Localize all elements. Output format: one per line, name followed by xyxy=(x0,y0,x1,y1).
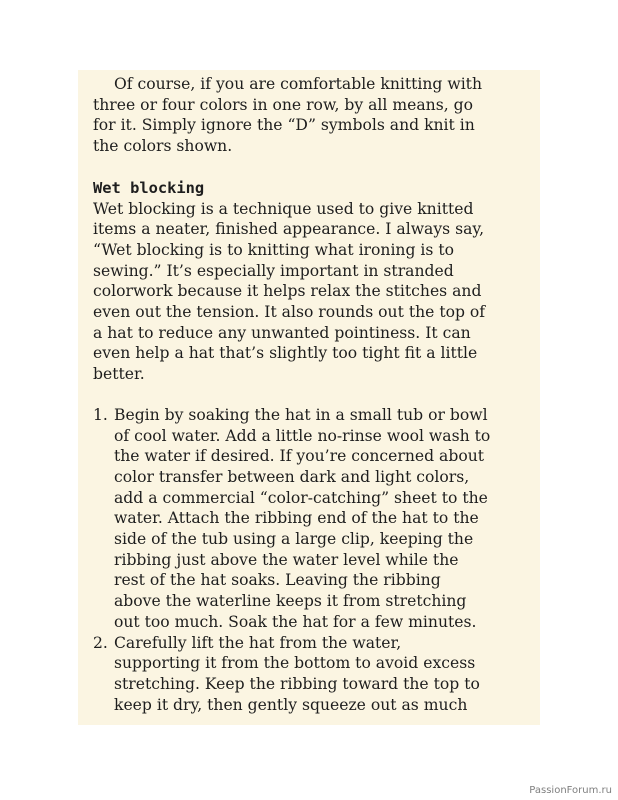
step-number: 1. xyxy=(93,405,108,424)
page-panel xyxy=(78,70,540,725)
watermark: PassionForum.ru xyxy=(529,785,612,796)
step-text: Carefully lift the hat from the water, supporting it from the bottom to avoid excess stretching. Keep the ribbing toward the top to keep it dry, then gently squeeze out as much xyxy=(114,633,480,714)
steps-list xyxy=(93,405,540,716)
section-paragraph: Wet blocking is a technique used to give knitted items a neater, finished appearance. I always say, “Wet blocking is to knitting what ironing is to sewing.” It’s especially important in stranded colorwork because it helps relax the stitches and even out the tension. It also rounds out the top of a hat to reduce any unwanted pointiness. It can even help a hat that’s slightly too tight fit a little better. xyxy=(93,199,486,384)
intro-paragraph: Of course, if you are comfortable knitting with three or four colors in one row, by all means, go for it. Simply ignore the “D” symbols and knit in the colors shown. xyxy=(93,75,482,156)
step-text: Begin by soaking the hat in a small tub or bowl of cool water. Add a little no-rinse wool wash to the water if desired. If you’re concerned about color transfer between dark and light colors, add a commercial “color-catching” sheet to the water. Attach the ribbing end of the hat to the side of the tub using a large clip, keeping the ribbing just above the water level while the rest of the hat soaks. Leaving the ribbing above the waterline keeps it from stretching out too much. Soak the hat for a few minutes. xyxy=(114,405,491,631)
step-item xyxy=(93,405,540,633)
step-number: 2. xyxy=(93,633,108,652)
section-heading: Wet blocking xyxy=(93,178,205,197)
step-item xyxy=(93,633,540,716)
